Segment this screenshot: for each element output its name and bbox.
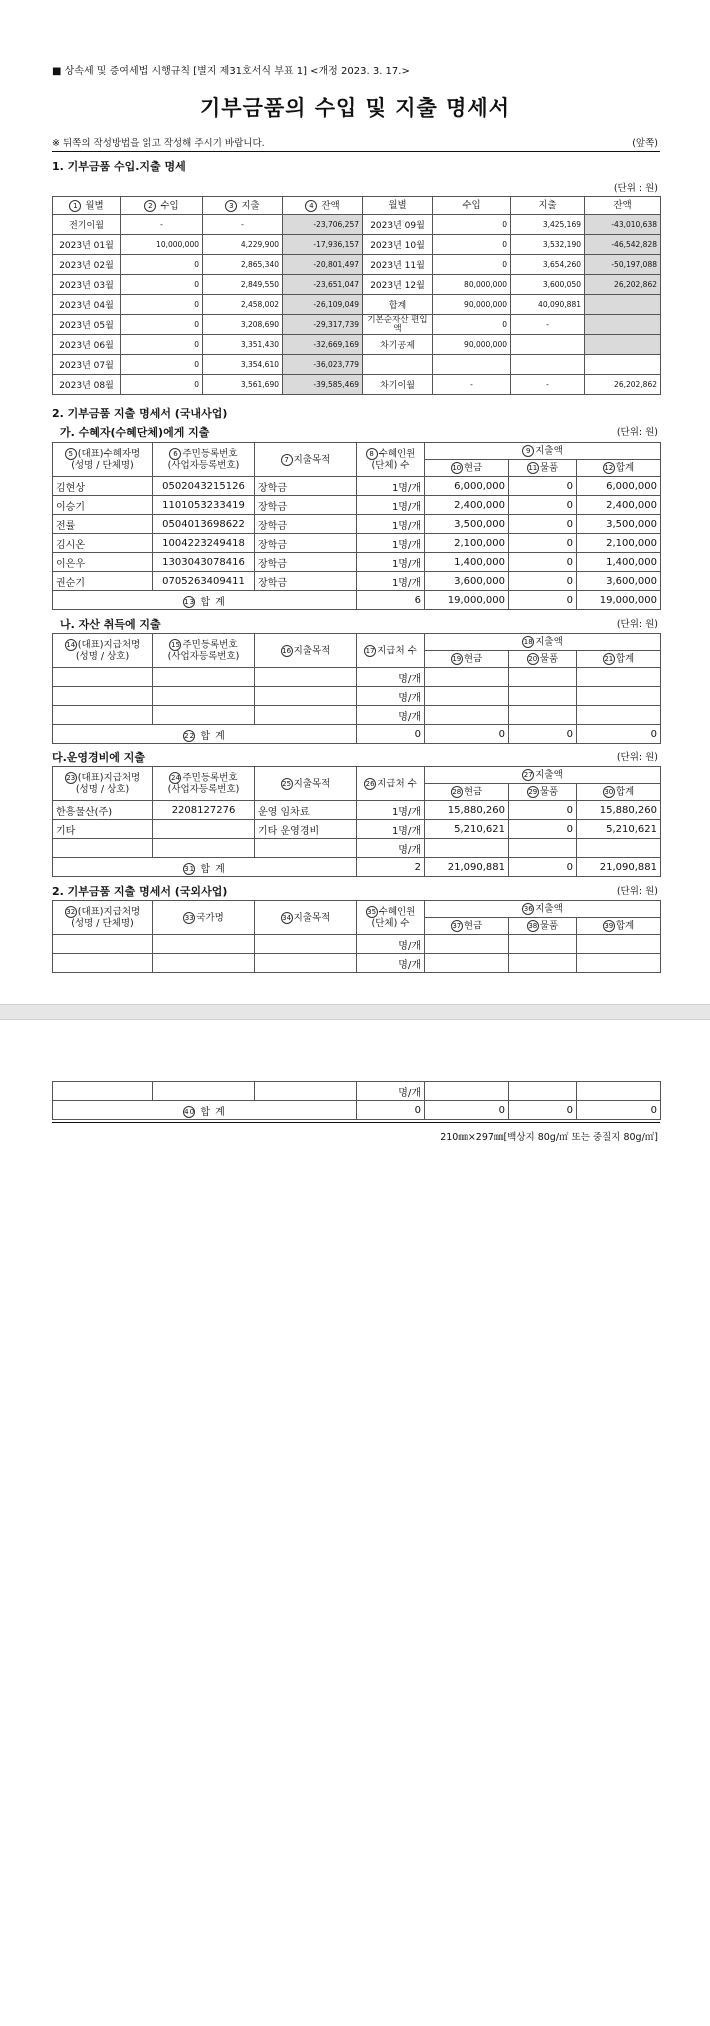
circle-num-icon: 3	[225, 200, 237, 212]
income2-header: 수입	[433, 197, 511, 215]
circle-num-icon: 8	[366, 448, 378, 460]
purpose-header: 16 지출목적	[255, 634, 357, 668]
purpose-header: 7 지출목적	[255, 443, 357, 477]
month-header: 1 월별	[53, 197, 121, 215]
cash-header: 10 현금	[425, 460, 509, 477]
table-row: 명/개	[53, 839, 661, 858]
regno-header: 15 주민등록번호 (사업자등록번호)	[153, 634, 255, 668]
circle-num-icon: 23	[66, 774, 76, 782]
circle-num-icon: 36	[523, 905, 533, 913]
instructions-note: ※ 뒤쪽의 작성방법을 읽고 작성해 주시기 바랍니다.	[52, 138, 265, 149]
section2-ga-unit: (단위: 원)	[616, 427, 658, 438]
circle-num-icon: 9	[522, 445, 534, 457]
table-row: 명/개	[53, 706, 661, 725]
circle-num-icon: 31	[184, 864, 196, 873]
circle-num-icon: 28	[452, 788, 462, 796]
table-row: 명/개	[53, 935, 661, 954]
table-row: 2023년 08월 0 3,561,690 -39,585,469 차기이월 - - 26,202,862	[53, 375, 661, 395]
total-row: 31 합 계 2 21,090,881 0 21,090,881	[53, 858, 661, 877]
table-row: 전기이월 - - -23,706,257 2023년 09월 0 3,425,169 -43,010,638	[53, 215, 661, 235]
circle-num-icon: 29	[528, 788, 538, 796]
circle-num-icon: 24	[171, 774, 180, 782]
circle-num-icon: 26	[365, 779, 375, 788]
payee-name-header: 32 (대표)지급처명 (성명 / 단체명)	[53, 901, 153, 935]
circle-num-icon: 22	[184, 731, 196, 740]
table-row: 기타 기타 운영경비 1명/개 5,210,621 0 5,210,621	[53, 820, 661, 839]
table-row: 2023년 03월 0 2,849,550 -23,651,047 2023년 12월 80,000,000 3,600,050 26,202,862	[53, 275, 661, 295]
table-row: 권순기 0705263409411 장학금 1명/개 3,600,000 0 3,600,000	[53, 572, 661, 591]
table-row: 명/개	[53, 1082, 661, 1101]
circle-num-icon: 4	[305, 200, 317, 212]
section2-da-title: 다.운영경비에 지출	[52, 751, 146, 764]
section1-title: 1. 기부금품 수입.지출 명세	[52, 160, 186, 173]
circle-num-icon: 12	[604, 464, 614, 472]
purpose-header: 34 지출목적	[255, 901, 357, 935]
table-row: 2023년 07월 0 3,354,610 -36,023,779	[53, 355, 661, 375]
table-row: 전률 0504013698622 장학금 1명/개 3,500,000 0 3,500,000	[53, 515, 661, 534]
balance2-header: 잔액	[585, 197, 661, 215]
regulation-note: ■ 상속세 및 증여세법 시행규칙 [별지 제31호서식 부표 1] <개정 2023. 3. 17.>	[52, 66, 410, 77]
table-row: 이은우 1303043078416 장학금 1명/개 1,400,000 0 1,400,000	[53, 553, 661, 572]
paper-spec: 210㎜×297㎜[백상지 80g/㎡ 또는 중질지 80g/㎡]	[440, 1132, 658, 1143]
asset-expense-table	[52, 633, 661, 744]
circle-num-icon: 25	[282, 779, 292, 788]
count-header: 35 수혜인원 (단체) 수	[357, 901, 425, 935]
circle-num-icon: 33	[184, 913, 194, 922]
circle-num-icon: 17	[365, 646, 375, 655]
table-header-row	[53, 197, 661, 215]
circle-num-icon: 27	[523, 771, 533, 779]
amount-header: 27 지출액	[425, 767, 661, 784]
country-header: 33 국가명	[153, 901, 255, 935]
circle-num-icon: 1	[69, 200, 81, 212]
cash-header: 19 현금	[425, 651, 509, 668]
circle-num-icon: 13	[184, 597, 196, 606]
table-row: 명/개	[53, 687, 661, 706]
amount-header: 9 지출액	[425, 443, 661, 460]
table-row: 김현상 0502043215126 장학금 1명/개 6,000,000 0 6,000,000	[53, 477, 661, 496]
section1-unit: (단위 : 원)	[613, 183, 658, 194]
section2-na-title: 나. 자산 취득에 지출	[60, 618, 161, 631]
overseas-expense-table-continued	[52, 1081, 661, 1120]
circle-num-icon: 14	[66, 641, 76, 649]
section2-title: 2. 기부금품 지출 명세서 (국내사업)	[52, 407, 228, 420]
section2-ga-title: 가. 수혜자(수혜단체)에게 지출	[60, 426, 210, 439]
circle-num-icon: 7	[281, 454, 293, 466]
amount-header: 36 지출액	[425, 901, 661, 918]
expense2-header: 지출	[511, 197, 585, 215]
table-row: 명/개	[53, 954, 661, 973]
expense-header: 3 지출	[203, 197, 283, 215]
goods-header: 38 물품	[509, 918, 577, 935]
cash-header: 37 현금	[425, 918, 509, 935]
circle-num-icon: 10	[452, 464, 462, 472]
circle-num-icon: 40	[184, 1107, 196, 1116]
goods-header: 29 물품	[509, 784, 577, 801]
section3-title: 2. 기부금품 지출 명세서 (국외사업)	[52, 885, 228, 898]
operating-expense-table	[52, 766, 661, 877]
overseas-expense-table	[52, 900, 661, 973]
circle-num-icon: 20	[528, 655, 538, 663]
circle-num-icon: 35	[367, 908, 377, 916]
table-row: 2023년 04월 0 2,458,002 -26,109,049 합계 90,000,000 40,090,881	[53, 295, 661, 315]
table-row: 명/개	[53, 668, 661, 687]
recipient-name-header: 5 (대표)수혜자명 (성명 / 단체명)	[53, 443, 153, 477]
payee-count-header: 26 지급처 수	[357, 767, 425, 801]
total-header: 30 합계	[577, 784, 661, 801]
amount-header: 18 지출액	[425, 634, 661, 651]
circle-num-icon: 32	[66, 908, 76, 916]
circle-num-icon: 5	[65, 448, 77, 460]
circle-num-icon: 2	[144, 200, 156, 212]
bottom-rule	[52, 1122, 660, 1123]
count-header: 8 수혜인원 (단체) 수	[357, 443, 425, 477]
payee-name-header: 14 (대표)지급처명 (성명 / 상호)	[53, 634, 153, 668]
section2-na-unit: (단위: 원)	[616, 619, 658, 630]
table-row: 2023년 05월 0 3,208,690 -29,317,739 기본순자산 편입액 0 -	[53, 315, 661, 335]
circle-num-icon: 6	[169, 448, 181, 460]
goods-header: 11 물품	[509, 460, 577, 477]
circle-num-icon: 16	[282, 646, 292, 655]
document-title: 기부금품의 수입 및 지출 명세서	[200, 96, 510, 120]
cash-header: 28 현금	[425, 784, 509, 801]
goods-header: 20 물품	[509, 651, 577, 668]
income-expense-table	[52, 196, 661, 395]
balance-header: 4 잔액	[283, 197, 363, 215]
table-row: 한흥물산(주) 2208127276 운영 임차료 1명/개 15,880,260 0 15,880,260	[53, 801, 661, 820]
circle-num-icon: 37	[452, 922, 462, 930]
month2-header: 월별	[363, 197, 433, 215]
page-side-label: (앞쪽)	[632, 138, 658, 149]
circle-num-icon: 19	[452, 655, 462, 663]
page-break-gap	[0, 1004, 710, 1020]
income-header: 2 수입	[121, 197, 203, 215]
section3-unit: (단위: 원)	[616, 886, 658, 897]
payee-name-header: 23 (대표)지급처명 (성명 / 상호)	[53, 767, 153, 801]
table-row: 2023년 01월 10,000,000 4,229,900 -17,936,157 2023년 10월 0 3,532,190 -46,542,828	[53, 235, 661, 255]
circle-num-icon: 15	[171, 641, 180, 649]
table-row: 2023년 02월 0 2,865,340 -20,801,497 2023년 11월 0 3,654,260 -50,197,088	[53, 255, 661, 275]
circle-num-icon: 34	[282, 913, 292, 922]
circle-num-icon: 39	[604, 922, 614, 930]
circle-num-icon: 11	[528, 464, 538, 472]
recipient-expense-table	[52, 442, 661, 610]
purpose-header: 25 지출목적	[255, 767, 357, 801]
total-header: 39 합계	[577, 918, 661, 935]
payee-count-header: 17 지급처 수	[357, 634, 425, 668]
circle-num-icon: 38	[528, 922, 538, 930]
total-header: 12 합계	[577, 460, 661, 477]
total-row: 40 합 계 0 0 0 0	[53, 1101, 661, 1120]
table-row: 이승기 1101053233419 장학금 1명/개 2,400,000 0 2,400,000	[53, 496, 661, 515]
table-row: 2023년 06월 0 3,351,430 -32,669,169 차기공제 90,000,000	[53, 335, 661, 355]
table-row: 김시온 1004223249418 장학금 1명/개 2,100,000 0 2,100,000	[53, 534, 661, 553]
total-row: 22 합 계 0 0 0 0	[53, 725, 661, 744]
circle-num-icon: 21	[604, 655, 614, 663]
circle-num-icon: 30	[604, 788, 614, 796]
top-rule	[52, 151, 660, 152]
total-header: 21 합계	[577, 651, 661, 668]
total-row: 13 합 계 6 19,000,000 0 19,000,000	[53, 591, 661, 610]
section2-da-unit: (단위: 원)	[616, 752, 658, 763]
regno-header: 6 주민등록번호 (사업자등록번호)	[153, 443, 255, 477]
circle-num-icon: 18	[523, 638, 533, 646]
regno-header: 24 주민등록번호 (사업자등록번호)	[153, 767, 255, 801]
